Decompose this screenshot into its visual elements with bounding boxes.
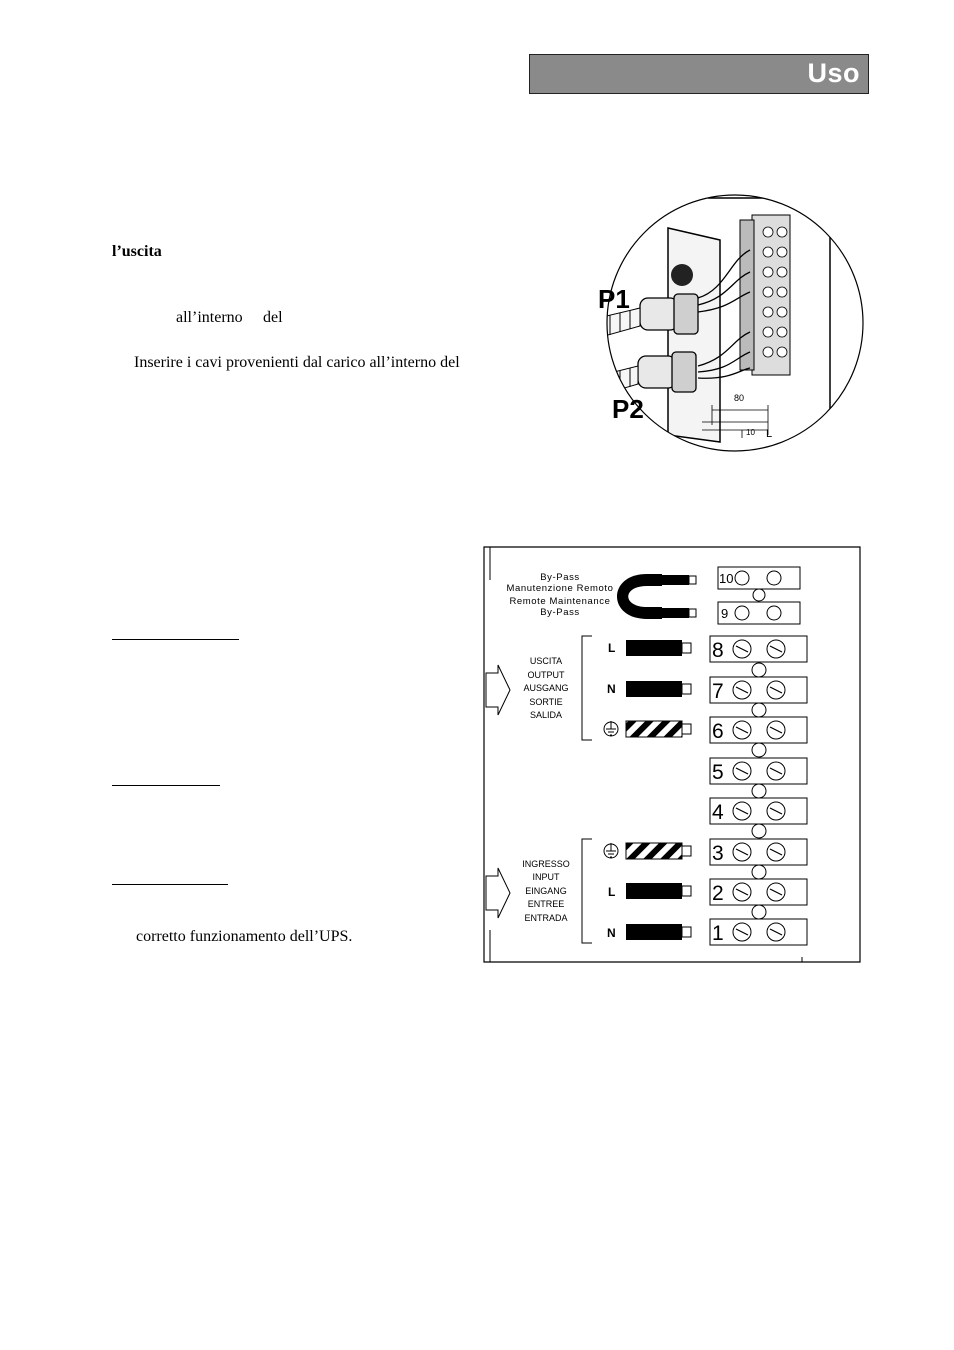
- terminal-wiring-diagram: [482, 545, 864, 967]
- bypass-jumper-icon: [617, 574, 696, 619]
- allinterno-text: all’interno: [176, 309, 243, 326]
- wire-label-l: L: [608, 885, 616, 899]
- underline-rule: [112, 785, 220, 786]
- terminal-number: 5: [712, 761, 724, 784]
- wire-label-n: N: [607, 682, 616, 696]
- terminal-number: 8: [712, 639, 724, 662]
- wire-label-n: N: [607, 926, 616, 940]
- dimension-10: 10: [746, 428, 755, 437]
- terminal-number: 2: [712, 882, 724, 905]
- ground-icon: [604, 843, 618, 858]
- dimension-80: 80: [734, 393, 745, 403]
- input-label: EINGANG: [525, 886, 567, 896]
- luscita-heading: l’uscita: [112, 243, 162, 260]
- output-label: SALIDA: [529, 710, 563, 720]
- underline-rule: [112, 884, 228, 885]
- cable-gland-detail-illustration: [590, 180, 870, 460]
- terminal-number: 7: [712, 680, 724, 703]
- terminal-number: 10: [719, 571, 734, 586]
- del-text: del: [263, 309, 283, 326]
- section-title: Uso: [807, 58, 860, 88]
- terminal-number: 1: [712, 922, 724, 945]
- input-arrow-icon: [486, 868, 510, 918]
- bypass-label: By-Pass: [540, 572, 580, 583]
- ground-icon: [604, 721, 618, 736]
- terminal-number: 4: [712, 801, 724, 824]
- underline-rule: [112, 639, 239, 640]
- input-label: INPUT: [532, 872, 560, 882]
- input-label: ENTRADA: [524, 913, 568, 923]
- output-label: SORTIE: [529, 697, 563, 707]
- wire-label-l: L: [608, 641, 616, 655]
- output-arrow-icon: [486, 665, 510, 715]
- bypass-label: By-Pass: [540, 607, 580, 618]
- output-label: AUSGANG: [523, 683, 569, 693]
- output-label: OUTPUT: [527, 670, 565, 680]
- label-p1: P1: [598, 284, 630, 314]
- terminal-number: 9: [721, 606, 729, 621]
- corretto-funzionamento-text: corretto funzionamento dell’UPS.: [136, 928, 353, 945]
- section-header-bar: [529, 54, 869, 94]
- terminal-number: 3: [712, 842, 724, 865]
- inserire-cavi-text: Inserire i cavi provenienti dal carico all’interno del: [134, 354, 460, 371]
- output-label: USCITA: [529, 656, 563, 666]
- dimension-l: L: [766, 428, 773, 440]
- input-label: INGRESSO: [522, 859, 570, 869]
- bypass-label: Remote Maintenance: [509, 596, 611, 607]
- terminal-number: 6: [712, 720, 724, 743]
- label-p2: P2: [612, 394, 644, 424]
- input-label: ENTREE: [527, 899, 565, 909]
- bypass-label: Manutenzione Remoto: [506, 583, 614, 594]
